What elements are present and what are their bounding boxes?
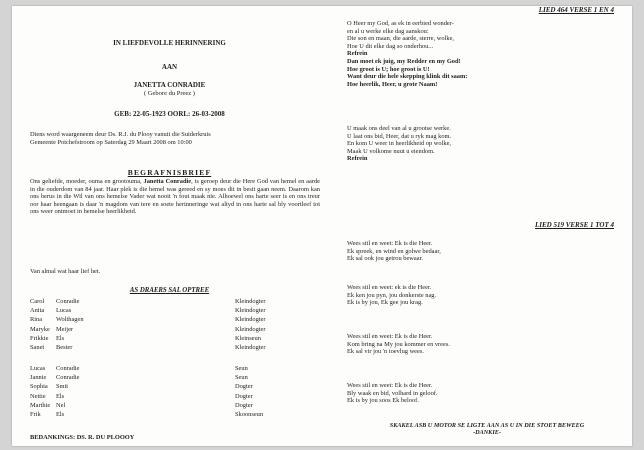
bearer-last: Lucas [56, 307, 72, 315]
loved-ones-line: Van almal wat haar lief het. [30, 268, 101, 275]
bearer-row [30, 383, 330, 392]
bearer-last: Nel [56, 401, 66, 409]
hymn-519-verse-4 [347, 382, 627, 405]
aan-label: AAN [161, 63, 178, 71]
procession-notice [342, 422, 632, 436]
bearer-role: Dogter [235, 383, 253, 391]
bearer-first: Frik [30, 410, 41, 418]
bearer-last: Els [56, 410, 65, 418]
bearer-last: Bester [56, 343, 73, 351]
bearer-row [30, 411, 330, 420]
bearer-role: Kleindogter [235, 298, 266, 305]
bearer-row [30, 402, 330, 411]
begrafnisbrief-text [30, 178, 320, 216]
bearer-row [30, 393, 330, 402]
bearer-first: Carol [30, 298, 45, 305]
service-line-1: Diens word waargeneem deur Ds. R.J. du Plooy vanuit die Suiderkruis [30, 131, 211, 138]
refrain-line: Hoe heerlik, Heer, u grote Naam! [347, 80, 438, 88]
hymn-line: Ek spreek, en wind en golwe bedaar, [347, 247, 441, 255]
bearers-heading: AS DRAERS SAL OPTREE [129, 287, 210, 294]
refrain-line: Want deur die hele skepping klink dit saam: [347, 73, 468, 81]
bearer-last: Smit [56, 383, 69, 391]
brief-text-a: Ons geliefde, moeder, ouma en grootouma, [30, 178, 144, 185]
bearer-last: Els [56, 334, 65, 342]
bearers-list-children [30, 365, 330, 420]
refrain-label: Refrein [347, 155, 368, 163]
procession-notice-line: SKAKEL ASB U MOTOR SE LIGTE AAN AS U IN DIE STOET BEWEEG [389, 422, 585, 429]
bearer-role: Seun [235, 365, 248, 372]
hymn-519-verse-3 [347, 333, 627, 356]
birth-death-dates: GEB: 22-05-1923 OORL: 26-03-2008 [114, 110, 225, 118]
bearer-row [30, 316, 330, 325]
deceased-name: JANETTA CONRADIE [133, 81, 206, 89]
bearer-row [30, 307, 330, 316]
bearer-row [30, 365, 330, 374]
bearer-row [30, 335, 330, 344]
hymn-519-verse-2 [347, 284, 627, 307]
bearer-first: Nettie [30, 392, 46, 400]
bearer-role: Kleindogter [235, 316, 266, 324]
hymn-464-verse-1 [347, 20, 627, 88]
hymn-line: Ek sal ook jou getrou bewaar. [347, 255, 423, 263]
hymn-line: Maak U volkome nuut u eiendom. [347, 147, 435, 155]
begrafnisbrief-heading: BEGRAFNISBRIEF [127, 168, 212, 177]
bearer-first: Sanet [30, 343, 45, 351]
service-line-2: Gemeente Potchefstroom op Saterdag 29 Maart 2008 om 10:00 [30, 138, 192, 146]
hymn-line: Wees stil en weet: Ek is die Heer. [347, 240, 433, 247]
bearer-last: Meijer [56, 325, 74, 333]
bearer-first: Anita [30, 307, 45, 315]
hymn-line: Wees stil en weet: ek is die Heer. [347, 284, 432, 291]
bearer-first: Jannie [30, 374, 47, 382]
brief-text-b: , is geroep deur die Here God van hemel en aarde in die ouderdom van 84 jaar. Haar plek is die hemel was gereed en sy moes dit in besit gaan neem. Daarom kan ons berus in die Wil van ons hemelse Vader wat nooit 'n fout maak nie. Alhoewel ons harte seer is en ons treur oor haar heengaan is daar 'n magdom van tere en soete herinneringe wat altyd in ons harte sal bly voortleef tot ons weer ontmoet in hemelse heerlikheid. [30, 178, 320, 216]
hymn-line: Wees stil en weet: Ek is die Heer. [347, 333, 433, 340]
memorial-program-sheet [12, 6, 632, 446]
hymn-line: Ek sal vir jou 'n toevlug wees. [347, 348, 424, 356]
refrain-line: Dan moet ek juig, my Redder en my God! [347, 57, 461, 65]
bearer-last: Conradie [56, 365, 80, 372]
hymn-464-heading: LIED 464 VERSE 1 EN 4 [538, 6, 614, 14]
hymn-line: Ek is by jou soos Ek beloof. [347, 397, 419, 405]
bearer-first: Lucas [30, 365, 46, 372]
refrain-label: Refrein [347, 50, 368, 58]
maiden-name: ( Gebore du Preez ) [144, 90, 195, 97]
hymn-line: Kom bring na My jou kommer en vrees. [347, 340, 450, 348]
bearer-role: Dogter [235, 401, 253, 409]
bearer-first: Frikkie [30, 334, 49, 342]
hymn-line: Die son en maan, die aarde, sterre, wolke, [347, 35, 454, 43]
bearer-last: Conradie [56, 374, 80, 382]
hymn-line: Wees stil en weet: Ek is die Heer. [347, 382, 433, 389]
bearer-first: Sophia [30, 383, 48, 391]
hymn-519-verse-1 [347, 240, 627, 263]
bearer-last: Els [56, 392, 65, 400]
bearer-first: Rina [30, 316, 43, 324]
hymn-line: O Heer my God, as ek in eerbied wonder- [347, 20, 454, 27]
bearer-first: Maryke [30, 325, 50, 333]
bearers-list-grandchildren [30, 298, 330, 353]
hymn-464-verse-4 [347, 125, 627, 163]
memorial-title: IN LIEFDEVOLLE HERINNERING [113, 39, 226, 47]
bearer-role: Seun [235, 374, 248, 382]
thank-you-line: -DANKIE- [473, 429, 501, 436]
acknowledgements: BEDANKINGS: DS. R. DU PLOOOY [30, 434, 135, 441]
refrain-line: Hoe groot is U; hoe groot is U! [347, 65, 430, 73]
bearer-row [30, 374, 330, 383]
hymn-line: En kom U weer in heerlikheid op wolke, [347, 140, 451, 148]
hymn-line: en al u werke elke dag aanskou: [347, 27, 429, 35]
bearer-first: Marthie [30, 401, 51, 409]
bearer-row [30, 326, 330, 335]
hymn-line: Ek is by jou, Ek gee jou krag. [347, 299, 423, 307]
bearer-role: Dogter [235, 392, 253, 400]
bearer-role: Kleindogter [235, 307, 266, 315]
hymn-line: Bly waak en bid, volhard in geloof. [347, 389, 438, 397]
bearer-role: Skoonseun [235, 410, 264, 418]
left-column [12, 6, 327, 446]
right-column [342, 6, 632, 446]
service-info [30, 131, 320, 146]
bearer-row [30, 298, 330, 307]
bearer-last: Wolthagen [56, 316, 84, 324]
hymn-line: Ek ken jou pyn, jou donkerste nag. [347, 291, 437, 299]
bearer-row [30, 344, 330, 353]
bearer-role: Kleindogter [235, 325, 266, 333]
hymn-line: U maak ons deel van al u grootse werke. [347, 125, 451, 132]
bearer-last: Conradie [56, 298, 80, 305]
hymn-line: U laat ons bid, Heer, dat u ryk mag kom. [347, 132, 452, 140]
bearer-role: Kleindogter [235, 343, 266, 351]
bearer-role: Kleinseun [235, 334, 261, 342]
hymn-line: Hoe U dit elke dag so onderhou... [347, 42, 434, 50]
brief-deceased-name: Janetta Conradie [143, 178, 192, 185]
hymn-519-heading: LIED 519 VERSE 1 TOT 4 [534, 221, 614, 229]
